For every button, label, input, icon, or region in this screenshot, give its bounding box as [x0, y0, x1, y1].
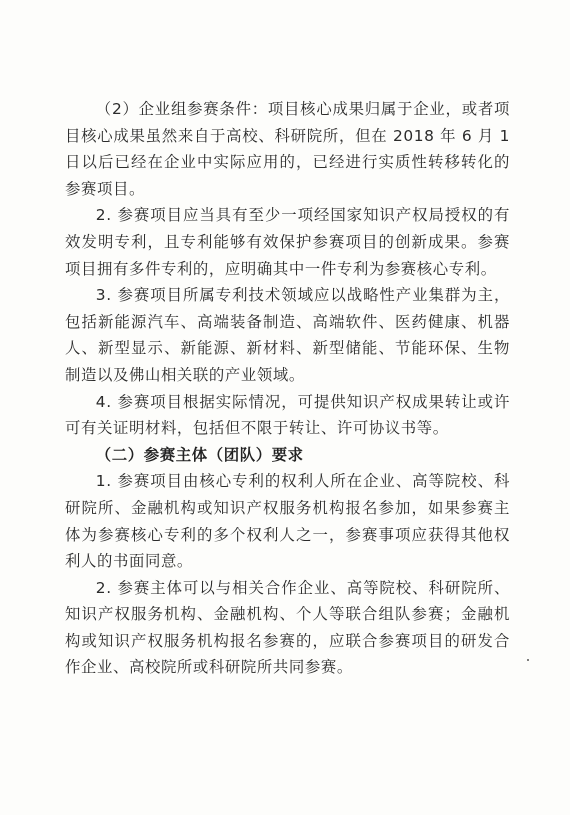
paragraph-rights-holders: 1. 参赛项目由核心专利的权利人所在企业、高等院校、科研院所、金融机构或知识产权服务机构报名参加，如果参赛主体为参赛核心专利的多个权利人之一，参赛事项应获得其他权利人的书面同意。: [65, 472, 510, 571]
section-heading-participants: （二）参赛主体（团队）要求: [95, 445, 304, 464]
scan-speck: [527, 659, 529, 661]
paragraph-enterprise-conditions: （2）企业组参赛条件：项目核心成果归属于企业，或者项目核心成果虽然来自于高校、科研院所，但在 2018 年 6 月 1 日以后已经在企业中实际应用的，已经进行实质性转移转化的参赛项目。: [65, 100, 510, 198]
paragraph-patent-requirement: 2. 参赛项目应当具有至少一项经国家知识产权局授权的有效发明专利，且专利能够有效保护参赛项目的创新成果。参赛项目拥有多件专利的，应明确其中一件专利为参赛核心专利。: [65, 206, 510, 278]
paragraph-technical-fields: 3. 参赛项目所属专利技术领域应以战略性产业集群为主，包括新能源汽车、高端装备制造、高端软件、医药健康、机器人、新型显示、新能源、新材料、新型储能、节能环保、生物制造以及佛山相关联的产业领域。: [65, 286, 510, 384]
document-body: [65, 96, 510, 681]
paragraph-joint-teams: 2. 参赛主体可以与相关合作企业、高等院校、科研院所、知识产权服务机构、金融机构、个人等联合组队参赛；金融机构或知识产权服务机构报名参赛的，应联合参赛项目的研发合作企业、高校院所或科研院所共同参赛。: [65, 578, 510, 677]
paragraph-supporting-materials: 4. 参赛项目根据实际情况，可提供知识产权成果转让或许可有关证明材料，包括但不限于转让、许可协议书等。: [65, 392, 510, 438]
